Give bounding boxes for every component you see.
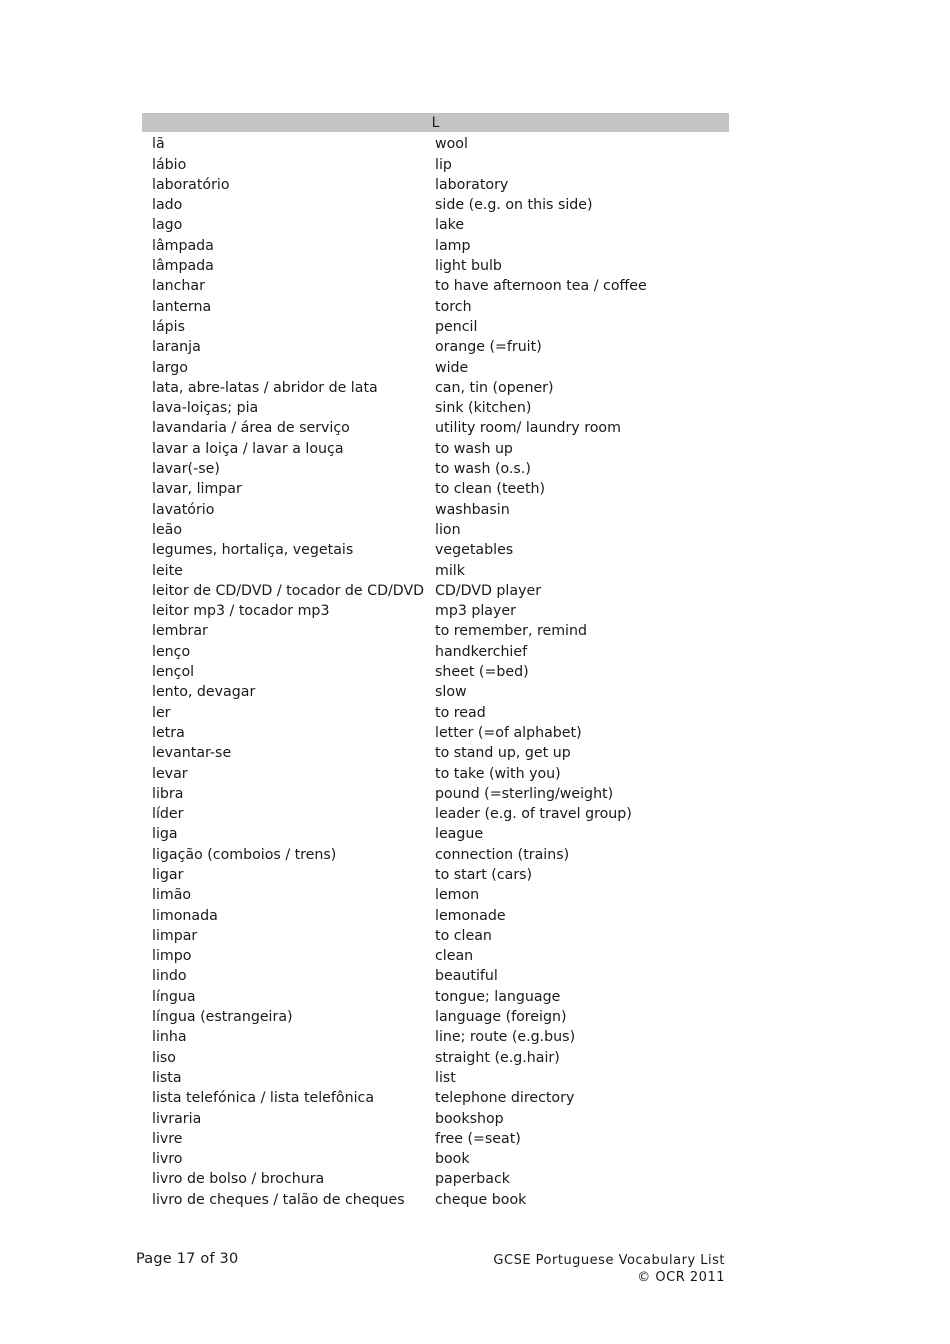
english-translation: to wash (o.s.)	[435, 461, 531, 478]
vocab-row	[142, 1169, 729, 1189]
vocab-row	[142, 540, 729, 560]
english-translation: bookshop	[435, 1110, 504, 1127]
vocab-row	[142, 317, 729, 337]
portuguese-term: liga	[152, 826, 178, 843]
english-translation: to have afternoon tea / coffee	[435, 278, 647, 295]
english-translation: light bulb	[435, 258, 502, 275]
english-translation: lemon	[435, 887, 480, 904]
vocab-row	[142, 905, 729, 925]
portuguese-term: lençol	[152, 664, 195, 681]
portuguese-term: livro de bolso / brochura	[152, 1171, 325, 1188]
portuguese-term: limão	[152, 887, 192, 904]
portuguese-term: lã	[152, 136, 165, 153]
portuguese-term: ligação (comboios / trens)	[152, 846, 337, 863]
section-header: L	[142, 113, 729, 132]
vocab-row	[142, 865, 729, 885]
portuguese-term: laboratório	[152, 176, 230, 193]
english-translation: to wash up	[435, 440, 513, 457]
portuguese-term: lado	[152, 197, 183, 214]
vocab-row	[142, 743, 729, 763]
english-translation: laboratory	[435, 176, 509, 193]
vocab-row	[142, 398, 729, 418]
portuguese-term: lenço	[152, 643, 191, 660]
english-translation: sink (kitchen)	[435, 400, 532, 417]
vocab-row	[142, 256, 729, 276]
portuguese-term: líder	[152, 806, 184, 823]
english-translation: book	[435, 1151, 470, 1168]
portuguese-term: lavar, limpar	[152, 481, 242, 498]
vocab-row	[142, 337, 729, 357]
portuguese-term: lavandaria / área de serviço	[152, 420, 350, 437]
english-translation: CD/DVD player	[435, 582, 542, 599]
english-translation: orange (=fruit)	[435, 339, 542, 356]
english-translation: letter (=of alphabet)	[435, 724, 582, 741]
vocab-row	[142, 621, 729, 641]
vocab-row	[142, 885, 729, 905]
portuguese-term: livro de cheques / talão de cheques	[152, 1191, 405, 1208]
portuguese-term: lábio	[152, 156, 187, 173]
english-translation: paperback	[435, 1171, 510, 1188]
vocab-row	[142, 723, 729, 743]
vocab-row	[142, 1129, 729, 1149]
english-translation: telephone directory	[435, 1090, 575, 1107]
portuguese-term: lâmpada	[152, 258, 214, 275]
portuguese-term: lâmpada	[152, 237, 214, 254]
english-translation: to read	[435, 704, 486, 721]
english-translation: cheque book	[435, 1191, 527, 1208]
vocab-row	[142, 276, 729, 296]
vocab-row	[142, 1047, 729, 1067]
english-translation: connection (trains)	[435, 846, 570, 863]
portuguese-term: língua (estrangeira)	[152, 1009, 293, 1026]
vocab-row	[142, 1088, 729, 1108]
portuguese-term: laranja	[152, 339, 201, 356]
document-title: GCSE Portuguese Vocabulary List	[493, 1253, 725, 1268]
english-translation: wool	[435, 136, 468, 153]
vocab-row	[142, 479, 729, 499]
portuguese-term: levantar-se	[152, 745, 232, 762]
portuguese-term: leite	[152, 562, 183, 579]
portuguese-term: lago	[152, 217, 183, 234]
vocab-row	[142, 641, 729, 661]
vocab-row	[142, 418, 729, 438]
vocab-row	[142, 966, 729, 986]
portuguese-term: limpo	[152, 948, 192, 965]
portuguese-term: lápis	[152, 318, 185, 335]
vocab-row	[142, 195, 729, 215]
vocab-row	[142, 378, 729, 398]
portuguese-term: largo	[152, 359, 188, 376]
english-translation: slow	[435, 684, 467, 701]
portuguese-term: lindo	[152, 968, 187, 985]
english-translation: to start (cars)	[435, 866, 533, 883]
vocab-row	[142, 702, 729, 722]
english-translation: straight (e.g.hair)	[435, 1049, 560, 1066]
english-translation: utility room/ laundry room	[435, 420, 621, 437]
vocab-row	[142, 844, 729, 864]
english-translation: to take (with you)	[435, 765, 561, 782]
vocab-row	[142, 175, 729, 195]
portuguese-term: libra	[152, 785, 184, 802]
portuguese-term: lembrar	[152, 623, 208, 640]
vocab-row	[142, 499, 729, 519]
portuguese-term: lista	[152, 1069, 182, 1086]
portuguese-term: leitor de CD/DVD / tocador de CD/DVD	[152, 582, 425, 599]
english-translation: handkerchief	[435, 643, 528, 660]
english-translation: side (e.g. on this side)	[435, 197, 593, 214]
vocab-row	[142, 215, 729, 235]
english-translation: can, tin (opener)	[435, 379, 554, 396]
vocab-row	[142, 154, 729, 174]
vocab-row	[142, 296, 729, 316]
vocab-row	[142, 601, 729, 621]
english-translation: to clean	[435, 927, 492, 944]
vocab-row	[142, 682, 729, 702]
portuguese-term: limpar	[152, 927, 198, 944]
portuguese-term: lavar a loiça / lavar a louça	[152, 440, 344, 457]
english-translation: sheet (=bed)	[435, 664, 529, 681]
vocab-row	[142, 926, 729, 946]
copyright: © OCR 2011	[637, 1269, 725, 1285]
english-translation: list	[435, 1069, 456, 1086]
vocab-row	[142, 581, 729, 601]
vocab-row	[142, 824, 729, 844]
vocab-row	[142, 134, 729, 154]
portuguese-term: ler	[152, 704, 171, 721]
portuguese-term: lento, devagar	[152, 684, 256, 701]
vocab-row	[142, 357, 729, 377]
page-number: Page 17 of 30	[136, 1251, 239, 1267]
english-translation: to stand up, get up	[435, 745, 571, 762]
english-translation: vegetables	[435, 542, 514, 559]
english-translation: language (foreign)	[435, 1009, 567, 1026]
vocab-row	[142, 784, 729, 804]
vocab-row	[142, 763, 729, 783]
vocab-row	[142, 1007, 729, 1027]
english-translation: torch	[435, 298, 472, 315]
english-translation: pound (=sterling/weight)	[435, 785, 614, 802]
english-translation: mp3 player	[435, 603, 516, 620]
vocab-row	[142, 804, 729, 824]
portuguese-term: lista telefónica / lista telefônica	[152, 1090, 375, 1107]
vocab-row	[142, 1027, 729, 1047]
portuguese-term: lavar(-se)	[152, 461, 220, 478]
footer-info	[493, 1253, 725, 1286]
english-translation: lion	[435, 521, 461, 538]
english-translation: leader (e.g. of travel group)	[435, 806, 632, 823]
vocab-row	[142, 235, 729, 255]
english-translation: wide	[435, 359, 469, 376]
portuguese-term: livro	[152, 1151, 183, 1168]
portuguese-term: liso	[152, 1049, 176, 1066]
vocab-row	[142, 1108, 729, 1128]
portuguese-term: legumes, hortaliça, vegetais	[152, 542, 354, 559]
vocab-row	[142, 560, 729, 580]
portuguese-term: língua	[152, 988, 196, 1005]
portuguese-term: livre	[152, 1130, 183, 1147]
portuguese-term: lanterna	[152, 298, 212, 315]
portuguese-term: leão	[152, 521, 183, 538]
vocab-row	[142, 986, 729, 1006]
vocab-row	[142, 1068, 729, 1088]
english-translation: lake	[435, 217, 465, 234]
english-translation: milk	[435, 562, 465, 579]
english-translation: clean	[435, 948, 474, 965]
english-translation: tongue; language	[435, 988, 561, 1005]
english-translation: lemonade	[435, 907, 506, 924]
portuguese-term: letra	[152, 724, 185, 741]
portuguese-term: lavatório	[152, 501, 215, 518]
english-translation: pencil	[435, 318, 478, 335]
english-translation: washbasin	[435, 501, 510, 518]
vocabulary-rows	[142, 134, 729, 1210]
vocab-row	[142, 946, 729, 966]
english-translation: lip	[435, 156, 452, 173]
vocab-row	[142, 520, 729, 540]
portuguese-term: ligar	[152, 866, 184, 883]
vocab-row	[142, 1189, 729, 1209]
portuguese-term: linha	[152, 1029, 187, 1046]
vocab-row	[142, 459, 729, 479]
vocab-row	[142, 662, 729, 682]
english-translation: league	[435, 826, 484, 843]
portuguese-term: lata, abre-latas / abridor de lata	[152, 379, 378, 396]
portuguese-term: leitor mp3 / tocador mp3	[152, 603, 330, 620]
portuguese-term: levar	[152, 765, 188, 782]
portuguese-term: livraria	[152, 1110, 202, 1127]
portuguese-term: lanchar	[152, 278, 205, 295]
portuguese-term: lava-loiças; pia	[152, 400, 259, 417]
vocab-row	[142, 438, 729, 458]
english-translation: to clean (teeth)	[435, 481, 546, 498]
english-translation: free (=seat)	[435, 1130, 521, 1147]
english-translation: beautiful	[435, 968, 498, 985]
english-translation: lamp	[435, 237, 471, 254]
portuguese-term: limonada	[152, 907, 218, 924]
english-translation: to remember, remind	[435, 623, 587, 640]
english-translation: line; route (e.g.bus)	[435, 1029, 576, 1046]
vocabulary-table	[142, 113, 729, 1210]
vocab-row	[142, 1149, 729, 1169]
